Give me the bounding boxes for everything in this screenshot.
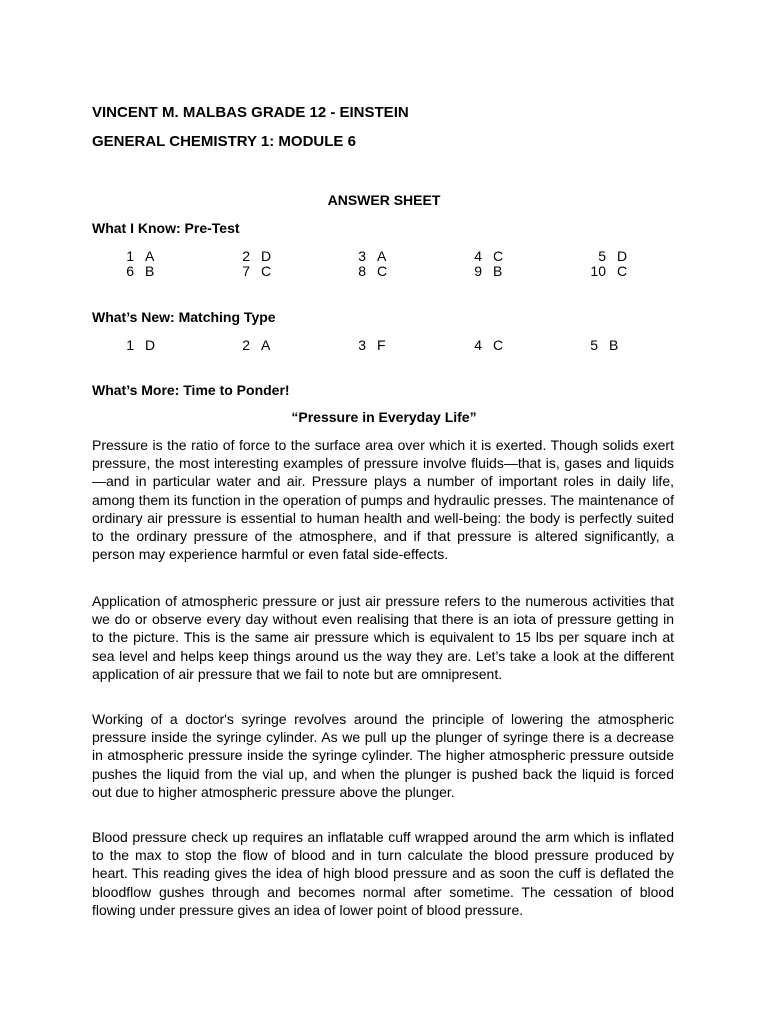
item-number: 3 <box>358 248 366 264</box>
answer-item <box>590 263 627 279</box>
item-number: 10 <box>590 263 606 279</box>
essay-paragraph: Application of atmospheric pressure or just air pressure refers to the numerous activities that we do or observe every day without even realising that there is an iota of pressure getting in to the picture. This is the same air pressure which is equivalent to 15 lbs per square inch at sea level and helps keep things around us the way they are. Let’s take a look at the different application of air pressure that we fail to note but are omnipresent. <box>92 593 674 682</box>
answer-item <box>582 337 618 353</box>
answer-item <box>234 337 270 353</box>
essay-paragraph: Blood pressure check up requires an inflatable cuff wrapped around the arm which is inflated to the max to stop the flow of blood and in turn calculate the blood pressure produced by heart. This reading gives the idea of high blood pressure and as soon the cuff is deflated the bloodflow gushes through and becomes normal after sometime. The cessation of blood flowing under pressure gives an idea of lower point of blood pressure. <box>92 829 674 918</box>
item-answer: B <box>609 337 619 353</box>
item-answer: C <box>493 248 504 264</box>
answer-item <box>350 248 386 264</box>
essay-title: “Pressure in Everyday Life” <box>291 409 477 425</box>
item-number: 3 <box>358 337 366 353</box>
item-answer: C <box>261 263 272 279</box>
item-number: 4 <box>474 248 482 264</box>
item-answer: B <box>145 263 155 279</box>
matching-row <box>0 337 768 355</box>
item-number: 2 <box>242 337 250 353</box>
item-answer: F <box>377 337 386 353</box>
answer-item <box>590 248 627 264</box>
item-number: 9 <box>474 263 482 279</box>
item-answer: A <box>261 337 271 353</box>
item-number: 4 <box>474 337 482 353</box>
item-number: 5 <box>598 248 606 264</box>
answer-item <box>466 263 502 279</box>
answer-item <box>118 248 154 264</box>
matching-heading: What’s New: Matching Type <box>92 309 276 325</box>
answer-item <box>350 337 386 353</box>
answer-item <box>118 337 155 353</box>
answer-item <box>118 263 154 279</box>
essay-paragraph: Pressure is the ratio of force to the surface area over which it is exerted. Though solids exert pressure, the most interesting examples of pressure involve fluids—that is, gases and liquids—and in particular water and air. Pressure plays a number of important roles in daily life, among them its function in the operation of pumps and hydraulic presses. The maintenance of ordinary air pressure is essential to human health and well-being: the body is perfectly suited to the ordinary pressure of the atmosphere, and if that pressure is altered significantly, a person may experience harmful or even fatal side-effects. <box>92 437 674 563</box>
answer-item <box>466 248 503 264</box>
pretest-heading: What I Know: Pre-Test <box>92 220 240 236</box>
answer-item <box>350 263 387 279</box>
answer-item <box>234 263 271 279</box>
item-answer: A <box>377 248 387 264</box>
item-answer: C <box>377 263 388 279</box>
item-answer: A <box>145 248 155 264</box>
item-answer: D <box>261 248 272 264</box>
student-name-line: VINCENT M. MALBAS GRADE 12 - EINSTEIN <box>92 104 409 121</box>
item-number: 6 <box>126 263 134 279</box>
item-number: 1 <box>126 248 134 264</box>
essay-paragraph: Working of a doctor's syringe revolves around the principle of lowering the atmospheric pressure inside the syringe cylinder. As we pull up the plunger of syringe there is a decrease in atmospheric pressure inside the syringe cylinder. The higher atmospheric pressure outside pushes the liquid from the vial up, and when the plunger is pushed back the liquid is forced out due to higher atmospheric pressure above the plunger. <box>92 711 674 800</box>
answer-item <box>466 337 503 353</box>
item-answer: B <box>493 263 503 279</box>
item-answer: D <box>617 248 628 264</box>
answer-item <box>234 248 271 264</box>
subject-line: GENERAL CHEMISTRY 1: MODULE 6 <box>92 133 356 150</box>
pretest-row <box>0 263 768 281</box>
item-answer: C <box>617 263 628 279</box>
item-answer: C <box>493 337 504 353</box>
answer-sheet-title: ANSWER SHEET <box>327 192 441 208</box>
ponder-heading: What’s More: Time to Ponder! <box>92 382 290 398</box>
item-number: 7 <box>242 263 250 279</box>
item-number: 2 <box>242 248 250 264</box>
item-answer: D <box>145 337 156 353</box>
item-number: 5 <box>590 337 598 353</box>
item-number: 1 <box>126 337 134 353</box>
item-number: 8 <box>358 263 366 279</box>
